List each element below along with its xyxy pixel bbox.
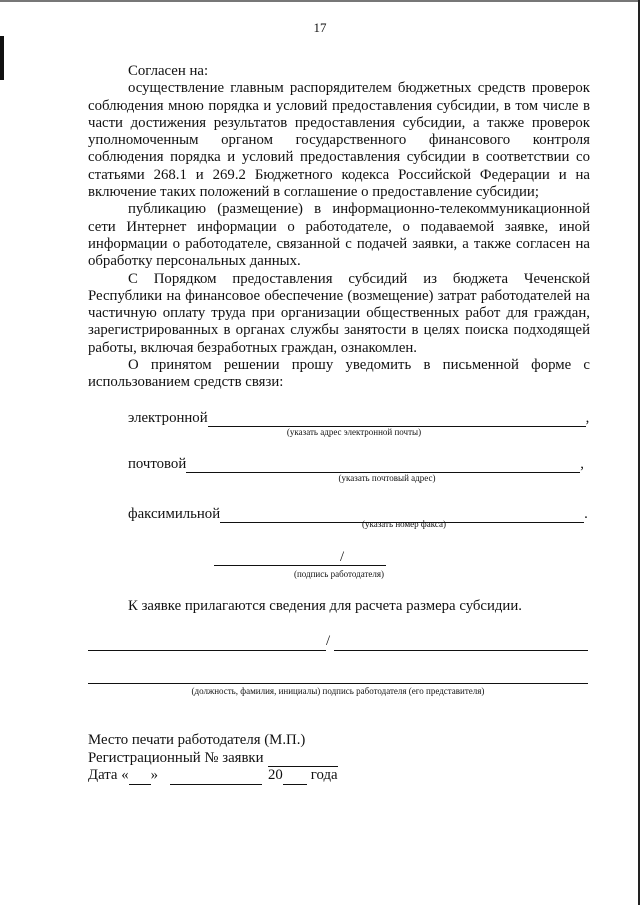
fax-caption: (указать номер факса) — [362, 519, 446, 529]
registration-label: Регистрационный № заявки — [88, 749, 264, 766]
attachment-note: К заявке прилагаются сведения для расчета размера субсидии. — [128, 598, 522, 614]
postal-caption: (указать почтовый адрес) — [338, 473, 436, 483]
representative-signature-slash: / — [326, 633, 331, 649]
page-number: 17 — [313, 20, 327, 35]
stamp-block — [88, 732, 338, 785]
scan-edge-left — [0, 36, 4, 80]
date-year-input[interactable] — [283, 770, 307, 785]
seal-place-text: Место печати работодателя (М.П.) — [88, 732, 306, 748]
registration-number-input[interactable] — [268, 752, 338, 767]
postal-field — [128, 453, 584, 473]
employer-signature-caption: (подпись работодателя) — [293, 569, 385, 579]
scan-edge-top — [0, 0, 640, 2]
seal-place — [88, 732, 338, 750]
consent-paragraph-1: осуществление главным распорядителем бюджетных средств проверок соблюдения мною порядка и условий предоставления субсидии, в том числе в части достижения результатов предоставления субсидии, а также проверок уполномоченным органом государственного финансового контроля соблюдения порядка и условий предоставления субсидии в соответствии со статьями 268.1 и 269.2 Бюджетного кодекса Российской Федерации и на включение таких положений в соглашение о предоставление субсидии; — [88, 80, 590, 201]
date-month-input[interactable] — [170, 770, 262, 785]
date-mid: » — [150, 767, 158, 783]
email-field — [128, 407, 589, 427]
representative-position-line[interactable] — [88, 650, 326, 651]
consent-heading: Согласен на: — [128, 63, 209, 79]
email-label: электронной — [128, 410, 208, 426]
postal-end-punct: , — [580, 456, 584, 472]
representative-name-line[interactable] — [88, 683, 588, 684]
registration-number — [88, 750, 338, 768]
representative-signature-caption: (должность, фамилия, инициалы) подпись работодателя (его представителя) — [191, 686, 485, 696]
fax-end-punct: . — [584, 506, 588, 522]
postal-input-line[interactable] — [186, 457, 580, 473]
email-end-punct: , — [585, 410, 590, 426]
postal-label: почтовой — [128, 456, 187, 472]
email-input-line[interactable] — [208, 411, 586, 427]
representative-signature-line[interactable] — [334, 650, 588, 651]
fax-label: факсимильной — [128, 506, 221, 522]
consent-paragraph-2: публикацию (размещение) в информационно-телекоммуникационной сети Интернет информации о работодателе, о подаваемой заявке, иной информации о работодателе, связанной с подачей заявки, а также согласен на обработку персональных данных. — [88, 201, 590, 270]
consent-text — [88, 63, 590, 392]
employer-signature-line[interactable] — [214, 565, 386, 566]
year-suffix: года — [310, 767, 338, 783]
email-caption: (указать адрес электронной почты) — [286, 427, 422, 437]
notification-request-paragraph: О принятом решении прошу уведомить в письменной форме с использованием средств связи: — [88, 357, 590, 391]
date-prefix: Дата « — [88, 767, 129, 783]
date-day-input[interactable] — [129, 770, 151, 785]
year-prefix: 20 — [268, 767, 283, 783]
acknowledgement-paragraph: С Порядком предоставления субсидий из бюджета Чеченской Республики на финансовое обеспечение (возмещение) затрат работодателей на частичную оплату труда при организации общественных работ для граждан, зарегистрированных в органах службы занятости в целях поиска подходящей работы, включая безработных граждан, ознакомлен. — [88, 270, 590, 356]
date-line — [88, 767, 338, 785]
employer-signature-slash: / — [340, 549, 345, 565]
